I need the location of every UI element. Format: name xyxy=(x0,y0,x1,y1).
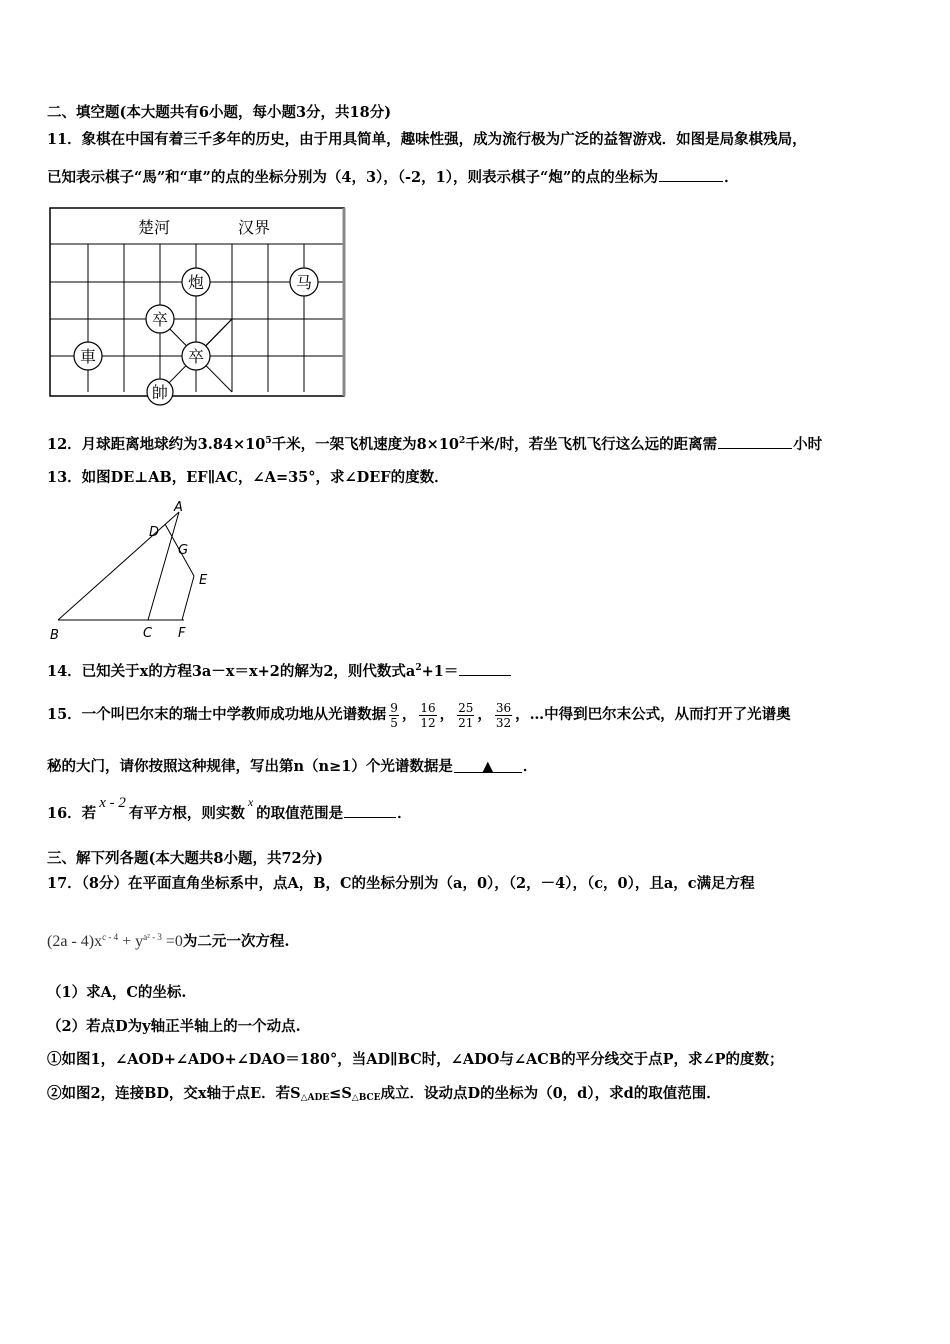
question-16: 16．若x - 2有平方根，则实数$^x$的取值范围是 ． xyxy=(47,795,412,822)
fraction-1: $\frac{9}{5}$ xyxy=(390,700,398,730)
section-heading-solve: 三、解下列各题(本大题共8小题，共72分) xyxy=(47,850,323,867)
label-a: A xyxy=(174,500,183,515)
answer-blank xyxy=(454,758,522,773)
triangle-marker-icon: ▲ xyxy=(482,758,494,775)
label-f: F xyxy=(178,626,186,641)
question-17-part-3: ①如图1，∠AOD+∠ADO+∠DAO＝180°，当AD∥BC时，∠ADO与∠ACB的平分线交于点P，求∠P的度数； xyxy=(47,1051,784,1068)
sqrt-expression: x - 2 xyxy=(99,795,126,811)
question-17-equation: $(2a - 4)x^{c - 4} + y^{a^2 - 3} =0$为二元一次方程. xyxy=(47,932,290,950)
triangle-figure xyxy=(44,498,224,646)
question-15-line-2: 秘的大门，请你按照这种规律，写出第n（n≥1）个光谱数据是 ▲ ． xyxy=(47,758,538,775)
svg-text:卒: 卒 xyxy=(151,310,169,329)
question-14: 14．已知关于x的方程3a－x＝x+2的解为2，则代数式$a^2+1=$ xyxy=(47,661,512,681)
answer-blank xyxy=(718,434,792,449)
svg-text:卒: 卒 xyxy=(187,347,205,366)
answer-blank xyxy=(459,661,511,676)
label-b: B xyxy=(50,628,59,643)
piece-pao xyxy=(182,268,210,296)
fraction-3: $\frac{25}{21}$ xyxy=(458,700,474,730)
question-17-part-1: （1）求A，C的坐标. xyxy=(47,984,187,1001)
question-11-line-2: 已知表示棋子“馬”和“車”的点的坐标分别为（4，3），（-2，1），则表示棋子“炮”的点的坐标为 ． xyxy=(47,169,739,186)
question-17-part-4: ②如图2，连接BD，交x轴于点E．若$S_{\triangle ADE}\le S_{\triangle BCE}$成立．设动点D的坐标为（0，d），求d的取值范围． xyxy=(47,1085,721,1103)
svg-text:马: 马 xyxy=(295,273,313,292)
question-12: 12．月球距离地球约为$3.84\times 10^5$千米，一架飞机速度为$8\times 10^2$千米/时，若坐飞机飞行这么远的距离需 小时 xyxy=(47,436,823,453)
label-c: C xyxy=(143,626,153,641)
piece-zu-2 xyxy=(182,342,210,370)
section-heading-fill-in: 二、填空题(本大题共有6小题，每小题3分，共18分) xyxy=(47,104,392,121)
label-d: D xyxy=(149,525,160,540)
piece-che xyxy=(74,342,102,370)
question-17-line-1: 17．（8分）在平面直角坐标系中，点A，B，C的坐标分别为（a，0），（2，－4），（c，0），且a，c满足方程 xyxy=(47,875,755,892)
fraction-4: $\frac{36}{32}$ xyxy=(495,700,512,730)
answer-blank xyxy=(659,167,723,182)
piece-shuai xyxy=(147,379,173,405)
chess-board-figure xyxy=(48,206,348,406)
piece-zu-1 xyxy=(146,305,174,333)
svg-text:車: 車 xyxy=(79,347,97,366)
question-11-text: 已知表示棋子“馬”和“車”的点的坐标分别为（4，3），（-2，1），则表示棋子“炮”的点的坐标为 xyxy=(47,169,659,186)
question-17-part-2: （2）若点D为y轴正半轴上的一个动点. xyxy=(47,1018,301,1035)
river-label-left: 楚河 xyxy=(138,218,171,237)
answer-blank xyxy=(344,803,396,818)
label-e: E xyxy=(199,573,208,588)
question-11-line-1: 11．象棋在中国有着三千多年的历史，由于用具简单，趣味性强，成为流行极为广泛的益智游戏．如图是局象棋残局， xyxy=(47,131,807,148)
fraction-2: $\frac{16}{12}$ xyxy=(420,700,436,730)
svg-text:炮: 炮 xyxy=(187,273,205,292)
piece-ma xyxy=(290,268,318,296)
question-13: 13．如图DE⊥AB，EF∥AC，∠A=35°，求∠DEF的度数． xyxy=(47,469,449,486)
question-15-line-1: 15．一个叫巴尔末的瑞士中学教师成功地从光谱数据 $\frac{9}{5}$ ， $\frac{16}{12}$ ， $\frac{25}{21}$ ， $\frac{36}{32}$ ，…中得到巴尔末公式，从而打开了光谱奥 xyxy=(47,700,791,730)
svg-text:帥: 帥 xyxy=(151,383,169,402)
label-g: G xyxy=(178,543,189,558)
river-label-right: 汉界 xyxy=(238,218,271,237)
equation: $(2a - 4)x^{c - 4} + y^{a^2 - 3} =0$ xyxy=(47,932,183,950)
